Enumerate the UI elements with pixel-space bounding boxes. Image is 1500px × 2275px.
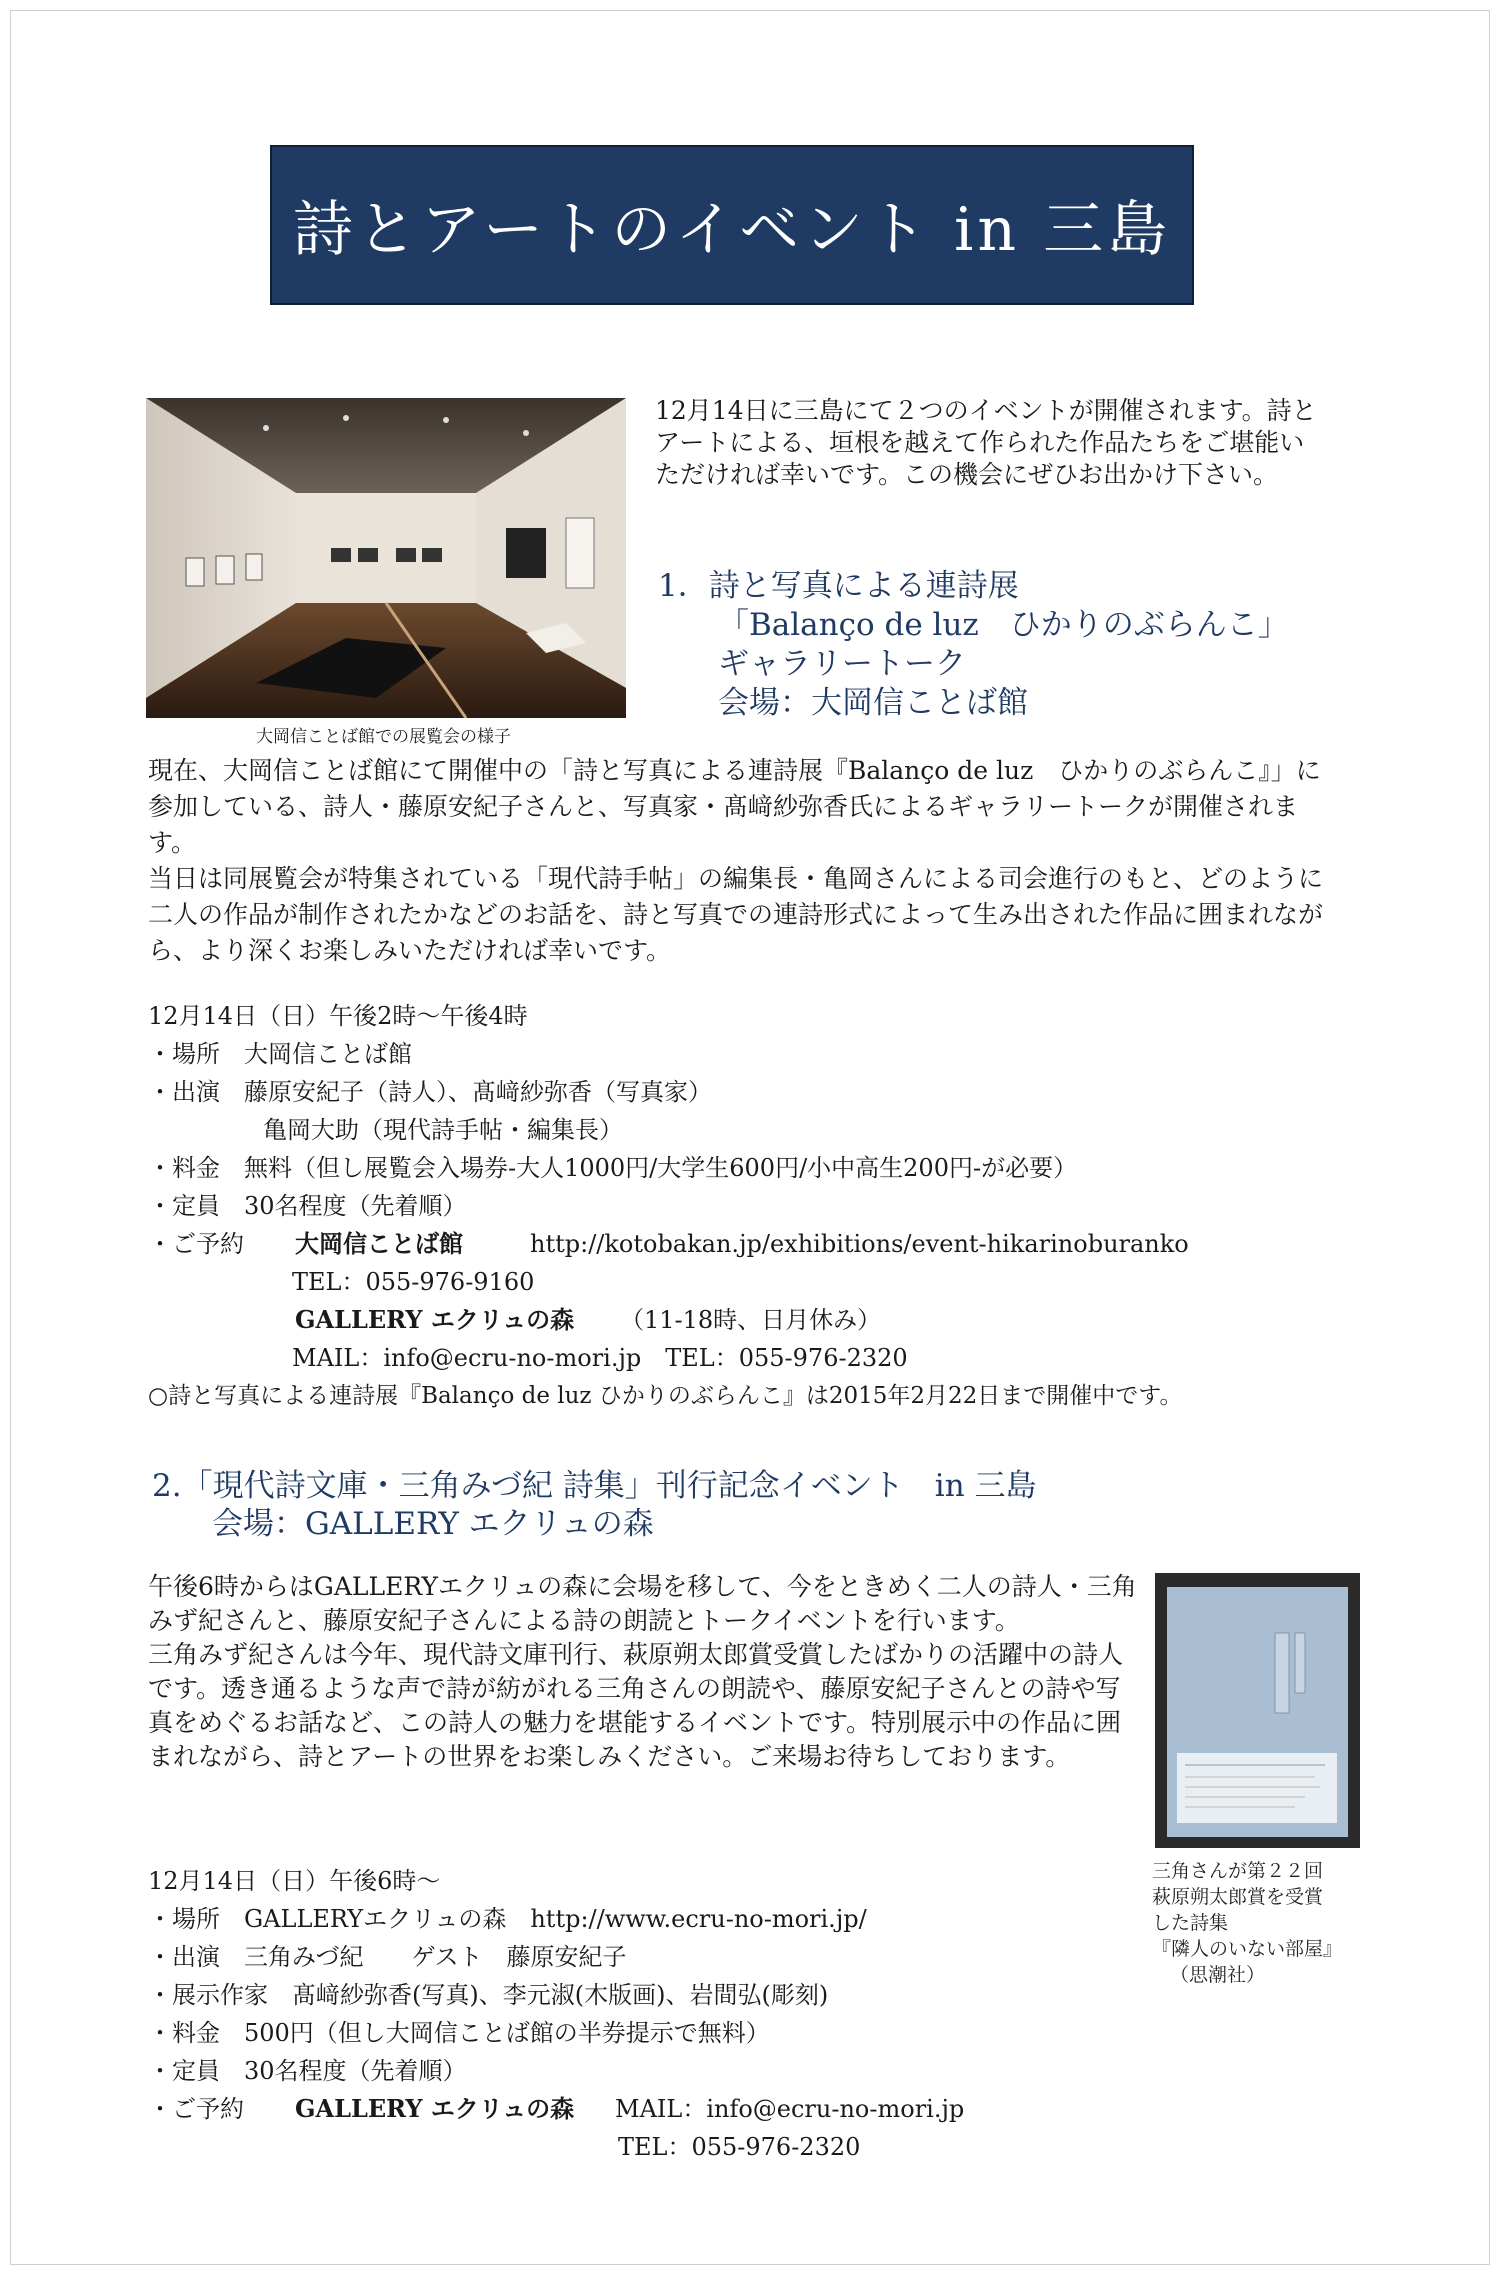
intro-text: 12月14日に三島にて２つのイベントが開催されます。詩とアートによる、垣根を越えて作られた作品たちをご堪能いただければ幸いです。この機会にぜひお出かけ下さい。 [655, 396, 1317, 489]
gallery-photo [146, 398, 626, 718]
book-caption: 三角さんが第２２回 萩原朔太郎賞を受賞 した詩集 『隣人のいない部屋』 （思潮社） [1152, 1860, 1343, 1986]
ecru-place-link[interactable]: ・場所 GALLERYエクリュの森 http://www.ecru-no-mori.jp/ [148, 1905, 867, 1933]
title-banner [270, 145, 1194, 305]
event1-body: 現在、大岡信ことば館にて開催中の「詩と写真による連詩展『Balanço de luz ひかりのぶらんこ』」に参加している、詩人・藤原安紀子さんと、写真家・髙﨑紗弥香氏によるギャラリートークが開催されます。 当日は同展覧会が特集されている「現代詩手帖」の編集長・亀岡さんによる司会進行のもと、どのように二人の作品が制作されたかなどのお話を、詩と写真での連詩形式によって生み出された作品に囲まれながら、より深くお楽しみいただければ幸いです。 [148, 756, 1324, 965]
kotobakan-link[interactable]: http://kotobakan.jp/exhibitions/event-hikarinoburanko [530, 1230, 1189, 1258]
page-title: 詩とアートのイベント in 三島 [292, 195, 1172, 265]
event2-body: 午後6時からはGALLERYエクリュの森に会場を移して、今をときめく二人の詩人・三角みず紀さんと、藤原安紀子さんによる詩の朗読とトークイベントを行います。 三角みず紀さんは今年、現代詩文庫刊行、萩原朔太郎賞受賞したばかりの活躍中の詩人です。透き通るような声で詩が紡がれる三角さんの朗読や、藤原安紀子さんとの詩や写真をめぐるお話など、この詩人の魅力を堪能するイベントです。特別展示中の作品に囲まれながら、詩とアートの世界をお楽しみください。ご来場お待ちしております。 [148, 1572, 1137, 1771]
photo-caption: 大岡信ことば館での展覧会の様子 [256, 727, 511, 747]
poetry-book-image [1155, 1573, 1360, 1848]
ecru-mail-link[interactable]: MAIL：info@ecru-no-mori.jp [615, 2095, 965, 2123]
exhibition-note: ○詩と写真による連詩展『Balanço de luz ひかりのぶらんこ』は2015年2月22日まで開催中です。 [148, 1383, 1183, 1409]
